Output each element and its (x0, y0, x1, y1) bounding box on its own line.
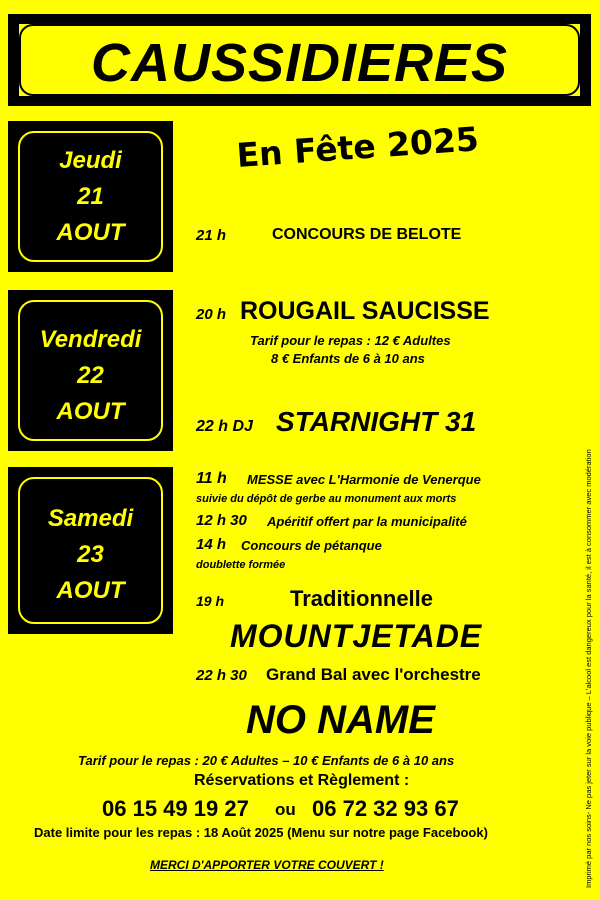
day-box-jeudi (8, 121, 173, 272)
samedi-event-1-sub: suivie du dépôt de gerbe au monument aux morts (196, 493, 457, 505)
phone-2: 06 72 32 93 67 (312, 796, 459, 821)
jeudi-event: CONCOURS DE BELOTE (272, 226, 462, 243)
samedi-event-3: Concours de pétanque (241, 538, 382, 553)
samedi-event-4: Traditionnelle (290, 586, 434, 611)
day-date: 23 (77, 541, 104, 568)
vendredi-event-1: ROUGAIL SAUCISSE (240, 297, 490, 325)
samedi-time-4: 19 h (196, 593, 225, 609)
day-date: 21 (77, 183, 104, 210)
day-name: Jeudi (59, 147, 122, 174)
footer-merci: MERCI D'APPORTER VOTRE COUVERT ! (150, 858, 384, 872)
title-banner (8, 14, 591, 106)
samedi-event-4-big: MOUNTJETADE (230, 618, 483, 654)
vendredi-tarif-2: 8 € Enfants de 6 à 10 ans (271, 351, 425, 366)
vendredi-time-2: 22 h DJ (196, 418, 253, 435)
samedi-time-1: 11 h (196, 470, 227, 487)
side-legal-note: Imprimé par nos soins- Ne pas jeter sur la voie publique – L'alcool est dangereux pour la santé, il est à consommer avec modération (584, 449, 593, 888)
vendredi-time-1: 20 h (196, 306, 227, 323)
day-month: AOUT (56, 577, 125, 604)
samedi-time-5: 22 h 30 (196, 667, 247, 684)
jeudi-time: 21 h (196, 227, 227, 244)
day-name: Samedi (47, 505, 134, 532)
day-month: AOUT (56, 219, 125, 246)
title-frame (19, 24, 580, 96)
day-frame (18, 131, 163, 262)
samedi-event-5: Grand Bal avec l'orchestre (266, 665, 481, 684)
day-month: AOUT (56, 398, 125, 425)
samedi-time-2: 12 h 30 (196, 512, 247, 529)
samedi-event-3-sub: doublette formée (196, 559, 286, 571)
day-date: 22 (77, 362, 104, 389)
footer-deadline: Date limite pour les repas : 18 Août 2025 (Menu sur notre page Facebook) (34, 825, 488, 840)
phone-or: ou (275, 800, 296, 819)
samedi-event-5-big: NO NAME (246, 698, 435, 742)
footer-tarif: Tarif pour le repas : 20 € Adultes – 10 € Enfants de 6 à 10 ans (78, 753, 455, 768)
subtitle: En Fête 2025 (235, 119, 481, 175)
samedi-event-2: Apéritif offert par la municipalité (267, 514, 467, 529)
day-frame (18, 477, 163, 624)
day-frame (18, 300, 163, 441)
vendredi-event-2: STARNIGHT 31 (276, 406, 477, 437)
day-box-vendredi (8, 290, 173, 451)
day-name: Vendredi (39, 326, 142, 353)
phone-1: 06 15 49 19 27 (102, 796, 249, 821)
day-box-samedi (8, 467, 173, 634)
samedi-time-3: 14 h (196, 536, 227, 553)
vendredi-tarif-1: Tarif pour le repas : 12 € Adultes (250, 333, 451, 348)
page-title: CAUSSIDIERES (90, 33, 509, 93)
footer-reservations: Réservations et Règlement : (194, 772, 410, 789)
samedi-event-1: MESSE avec L'Harmonie de Venerque (247, 472, 481, 487)
